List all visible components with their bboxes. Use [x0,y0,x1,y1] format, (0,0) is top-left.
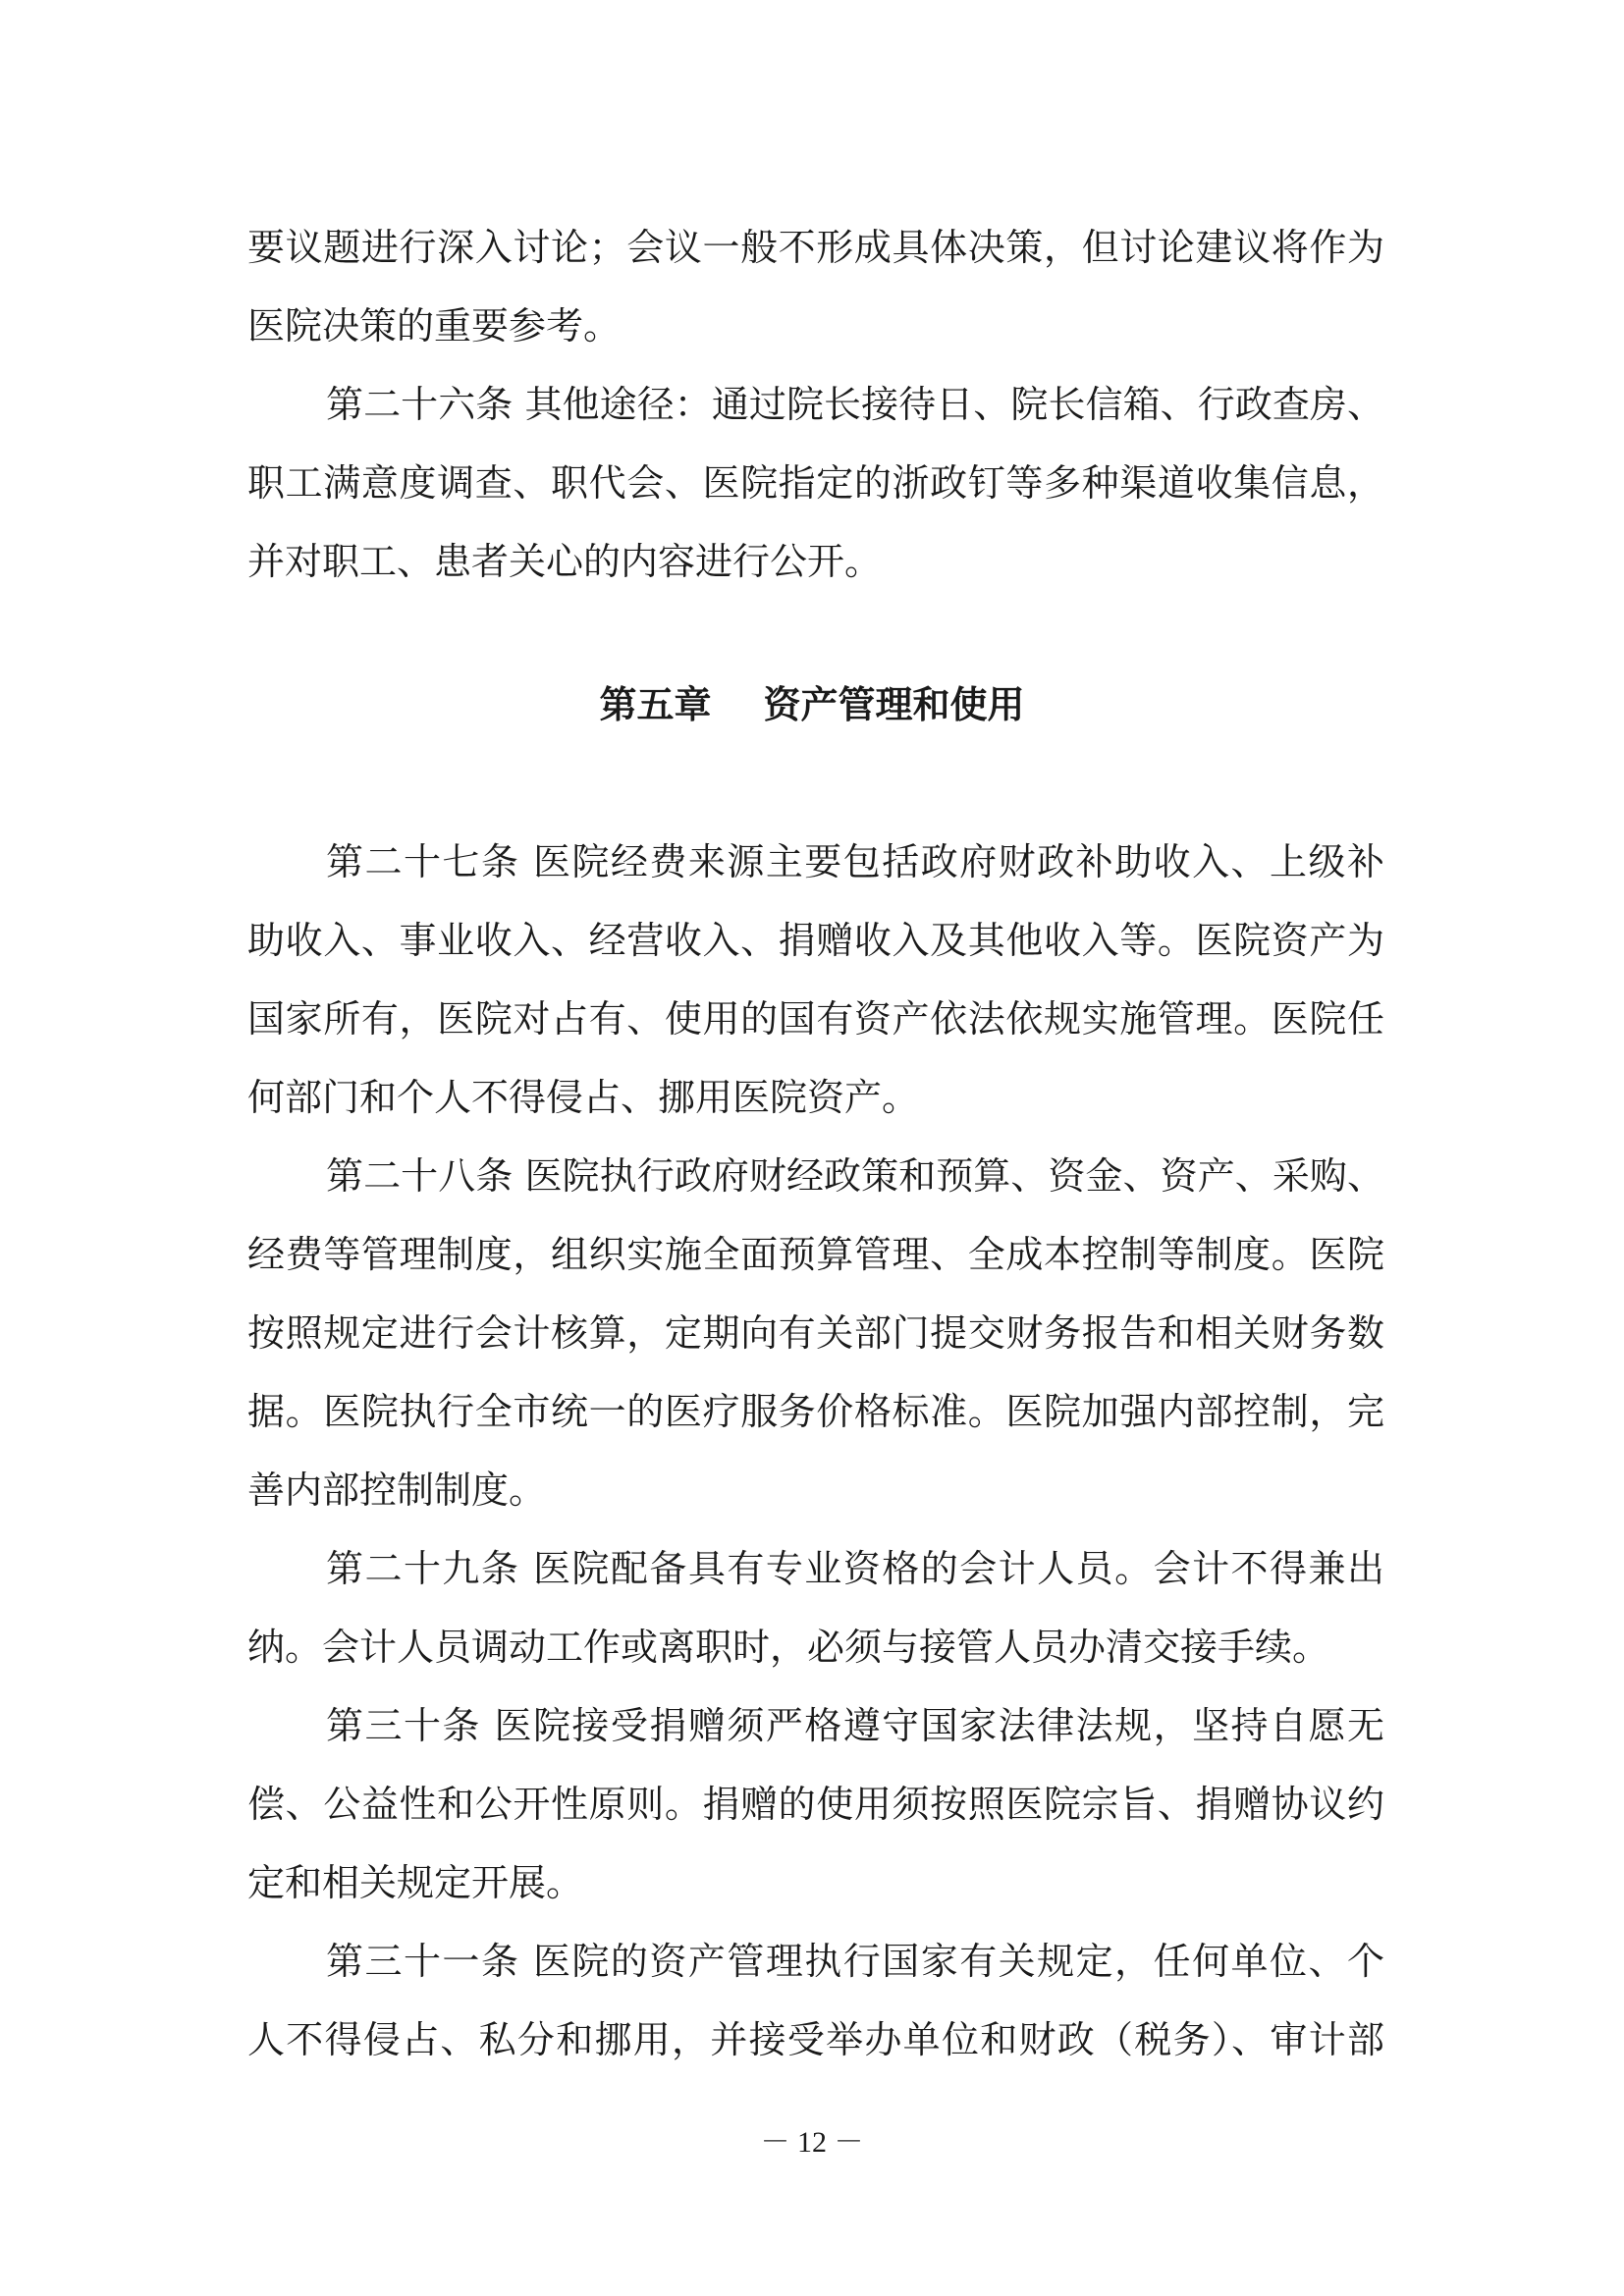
article-26-line: 并对职工、患者关心的内容进行公开。 [247,540,883,583]
article-30-line: 定和相关规定开展。 [247,1861,584,1904]
article-29-line: 纳。会计人员调动工作或离职时，必须与接管人员办清交接手续。 [247,1626,1330,1669]
article-28-line: 按照规定进行会计核算，定期向有关部门提交财务报告和相关财务数 [247,1311,1384,1355]
article-27-line: 国家所有，医院对占有、使用的国有资产依法依规实施管理。医院任 [247,997,1384,1041]
article-30-line: 第三十条 医院接受捐赠须严格遵守国家法律法规，坚持自愿无 [326,1704,1384,1747]
page-number: － 12 － [760,2126,864,2159]
article-29-line: 第二十九条 医院配备具有专业资格的会计人员。会计不得兼出 [326,1547,1384,1590]
paragraph-line: 医院决策的重要参考。 [247,304,622,347]
paragraph-line: 要议题进行深入讨论；会议一般不形成具体决策，但讨论建议将作为 [247,226,1384,269]
article-26-line: 第二十六条 其他途径：通过院长接待日、院长信箱、行政查房、 [326,383,1384,426]
article-28-line: 第二十八条 医院执行政府财经政策和预算、资金、资产、采购、 [326,1154,1384,1198]
article-26-line: 职工满意度调查、职代会、医院指定的浙政钉等多种渠道收集信息， [247,461,1384,505]
chapter-heading: 第五章 资产管理和使用 [599,683,1025,726]
article-27-line: 第二十七条 医院经费来源主要包括政府财政补助收入、上级补 [326,840,1384,883]
article-27-line: 助收入、事业收入、经营收入、捐赠收入及其他收入等。医院资产为 [247,919,1384,962]
article-27-line: 何部门和个人不得侵占、挪用医院资产。 [247,1076,920,1119]
article-28-line: 善内部控制制度。 [247,1468,547,1512]
article-30-line: 偿、公益性和公开性原则。捐赠的使用须按照医院宗旨、捐赠协议约 [247,1783,1384,1826]
article-31-line: 第三十一条 医院的资产管理执行国家有关规定，任何单位、个 [326,1940,1384,1983]
article-28-line: 据。医院执行全市统一的医疗服务价格标准。医院加强内部控制，完 [247,1390,1384,1433]
article-31-line: 人不得侵占、私分和挪用，并接受举办单位和财政（税务）、审计部 [247,2018,1384,2061]
article-28-line: 经费等管理制度，组织实施全面预算管理、全成本控制等制度。医院 [247,1233,1384,1276]
